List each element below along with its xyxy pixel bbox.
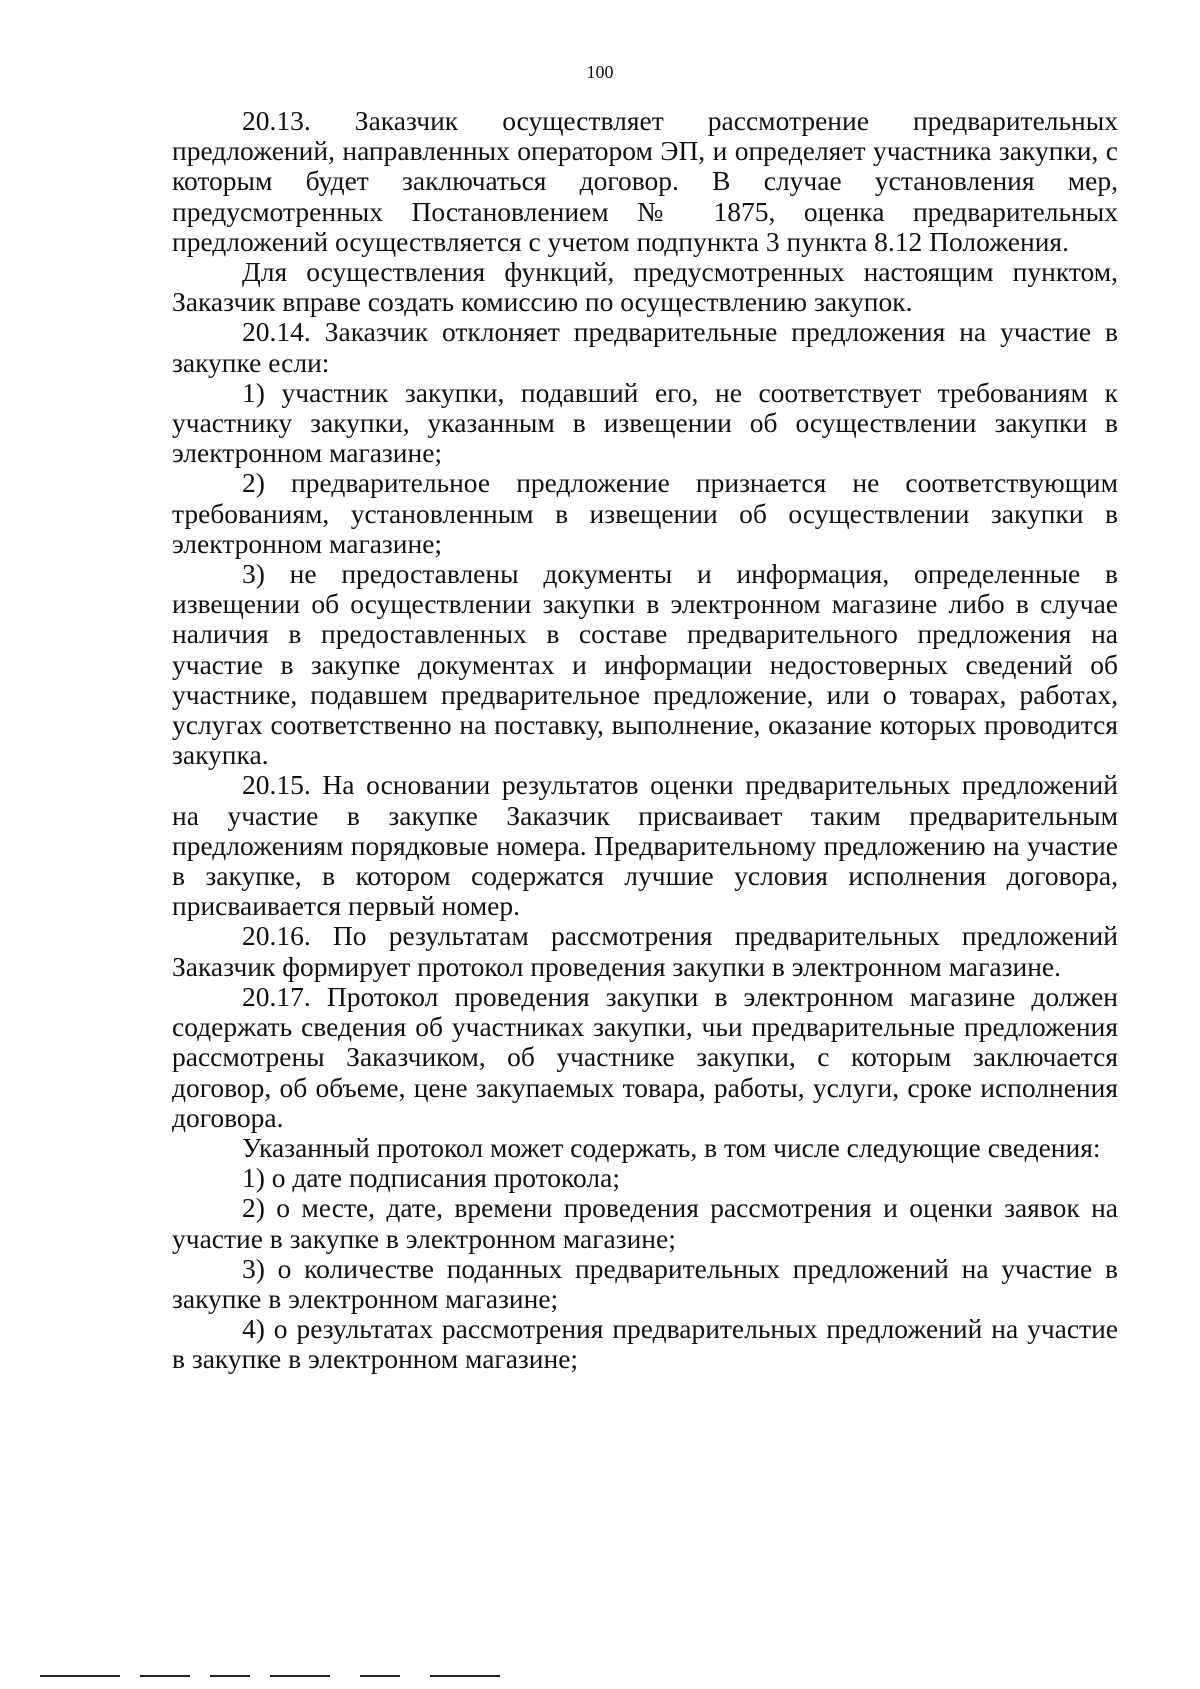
list-item-20-14-3: 3) не предоставлены документы и информация, определенные в извещении об осуществлении закупки в электронном магазине либо в случае наличия в предоставленных в составе предварительного предложения на участие в закупке документах и информации недостоверных сведений об участнике, подавшем предварительное предложение, или о товарах, работах, услугах соответственно на поставку, выполнение, оказание которых проводится закупка. xyxy=(172,558,1118,771)
paragraph-protocol-info: Указанный протокол может содержать, в том числе следующие сведения: xyxy=(242,1131,1101,1163)
paragraph-20-14: 20.14. Заказчик отклоняет предварительные предложения на участие в закупке если: xyxy=(172,316,1118,378)
paragraph-20-17: 20.17. Протокол проведения закупки в электронном магазине должен содержать сведения об участниках закупки, чьи предварительные предложения рассмотрены Заказчиком, об участнике закупки, с которым заключается договор, об объеме, цене закупаемых товара, работы, услуги, сроке исполнения договора. xyxy=(172,980,1118,1133)
paragraph-20-15: 20.15. На основании результатов оценки предварительных предложений на участие в закупке Заказчик присваивает таким предварительным предложениям порядковые номера. Предварительному предложению на участие в закупке, в котором содержатся лучшие условия исполнения договора, присваивается первый номер. xyxy=(172,769,1118,922)
paragraph-20-13: 20.13. Заказчик осуществляет рассмотрение предварительных предложений, направленных оператором ЭП, и определяет участника закупки, с которым будет заключаться договор. В случае установления мер, предусмотренных Постановлением № 1875, оценка предварительных предложений осуществляется с учетом подпункта 3 пункта 8.12 Положения. xyxy=(172,105,1118,257)
document-body xyxy=(172,106,1118,1375)
scan-artifact-lines xyxy=(40,1675,540,1678)
list-item-20-14-1: 1) участник закупки, подавший его, не соответствует требованиям к участнику закупки, указанным в извещении об осуществлении закупки в электронном магазине; xyxy=(172,376,1118,469)
list-item-20-14-2: 2) предварительное предложение признается не соответствующим требованиям, установленным в извещении об осуществлении закупки в электронном магазине; xyxy=(172,467,1118,559)
list-item-protocol-4: 4) о результатах рассмотрения предварительных предложений на участие в закупке в электронном магазине; xyxy=(172,1313,1118,1375)
list-item-protocol-1: 1) о дате подписания протокола; xyxy=(242,1162,620,1194)
paragraph-commission: Для осуществления функций, предусмотренных настоящим пунктом, Заказчик вправе создать комиссию по осуществлению закупок. xyxy=(172,256,1118,318)
paragraph-20-16: 20.16. По результатам рассмотрения предварительных предложений Заказчик формирует протокол проведения закупки в электронном магазине. xyxy=(172,920,1118,982)
page-number: 100 xyxy=(586,62,614,82)
list-item-protocol-2: 2) о месте, дате, времени проведения рассмотрения и оценки заявок на участие в закупке в электронном магазине; xyxy=(172,1192,1118,1254)
list-item-protocol-3: 3) о количестве поданных предварительных предложений на участие в закупке в электронном магазине; xyxy=(172,1252,1118,1314)
